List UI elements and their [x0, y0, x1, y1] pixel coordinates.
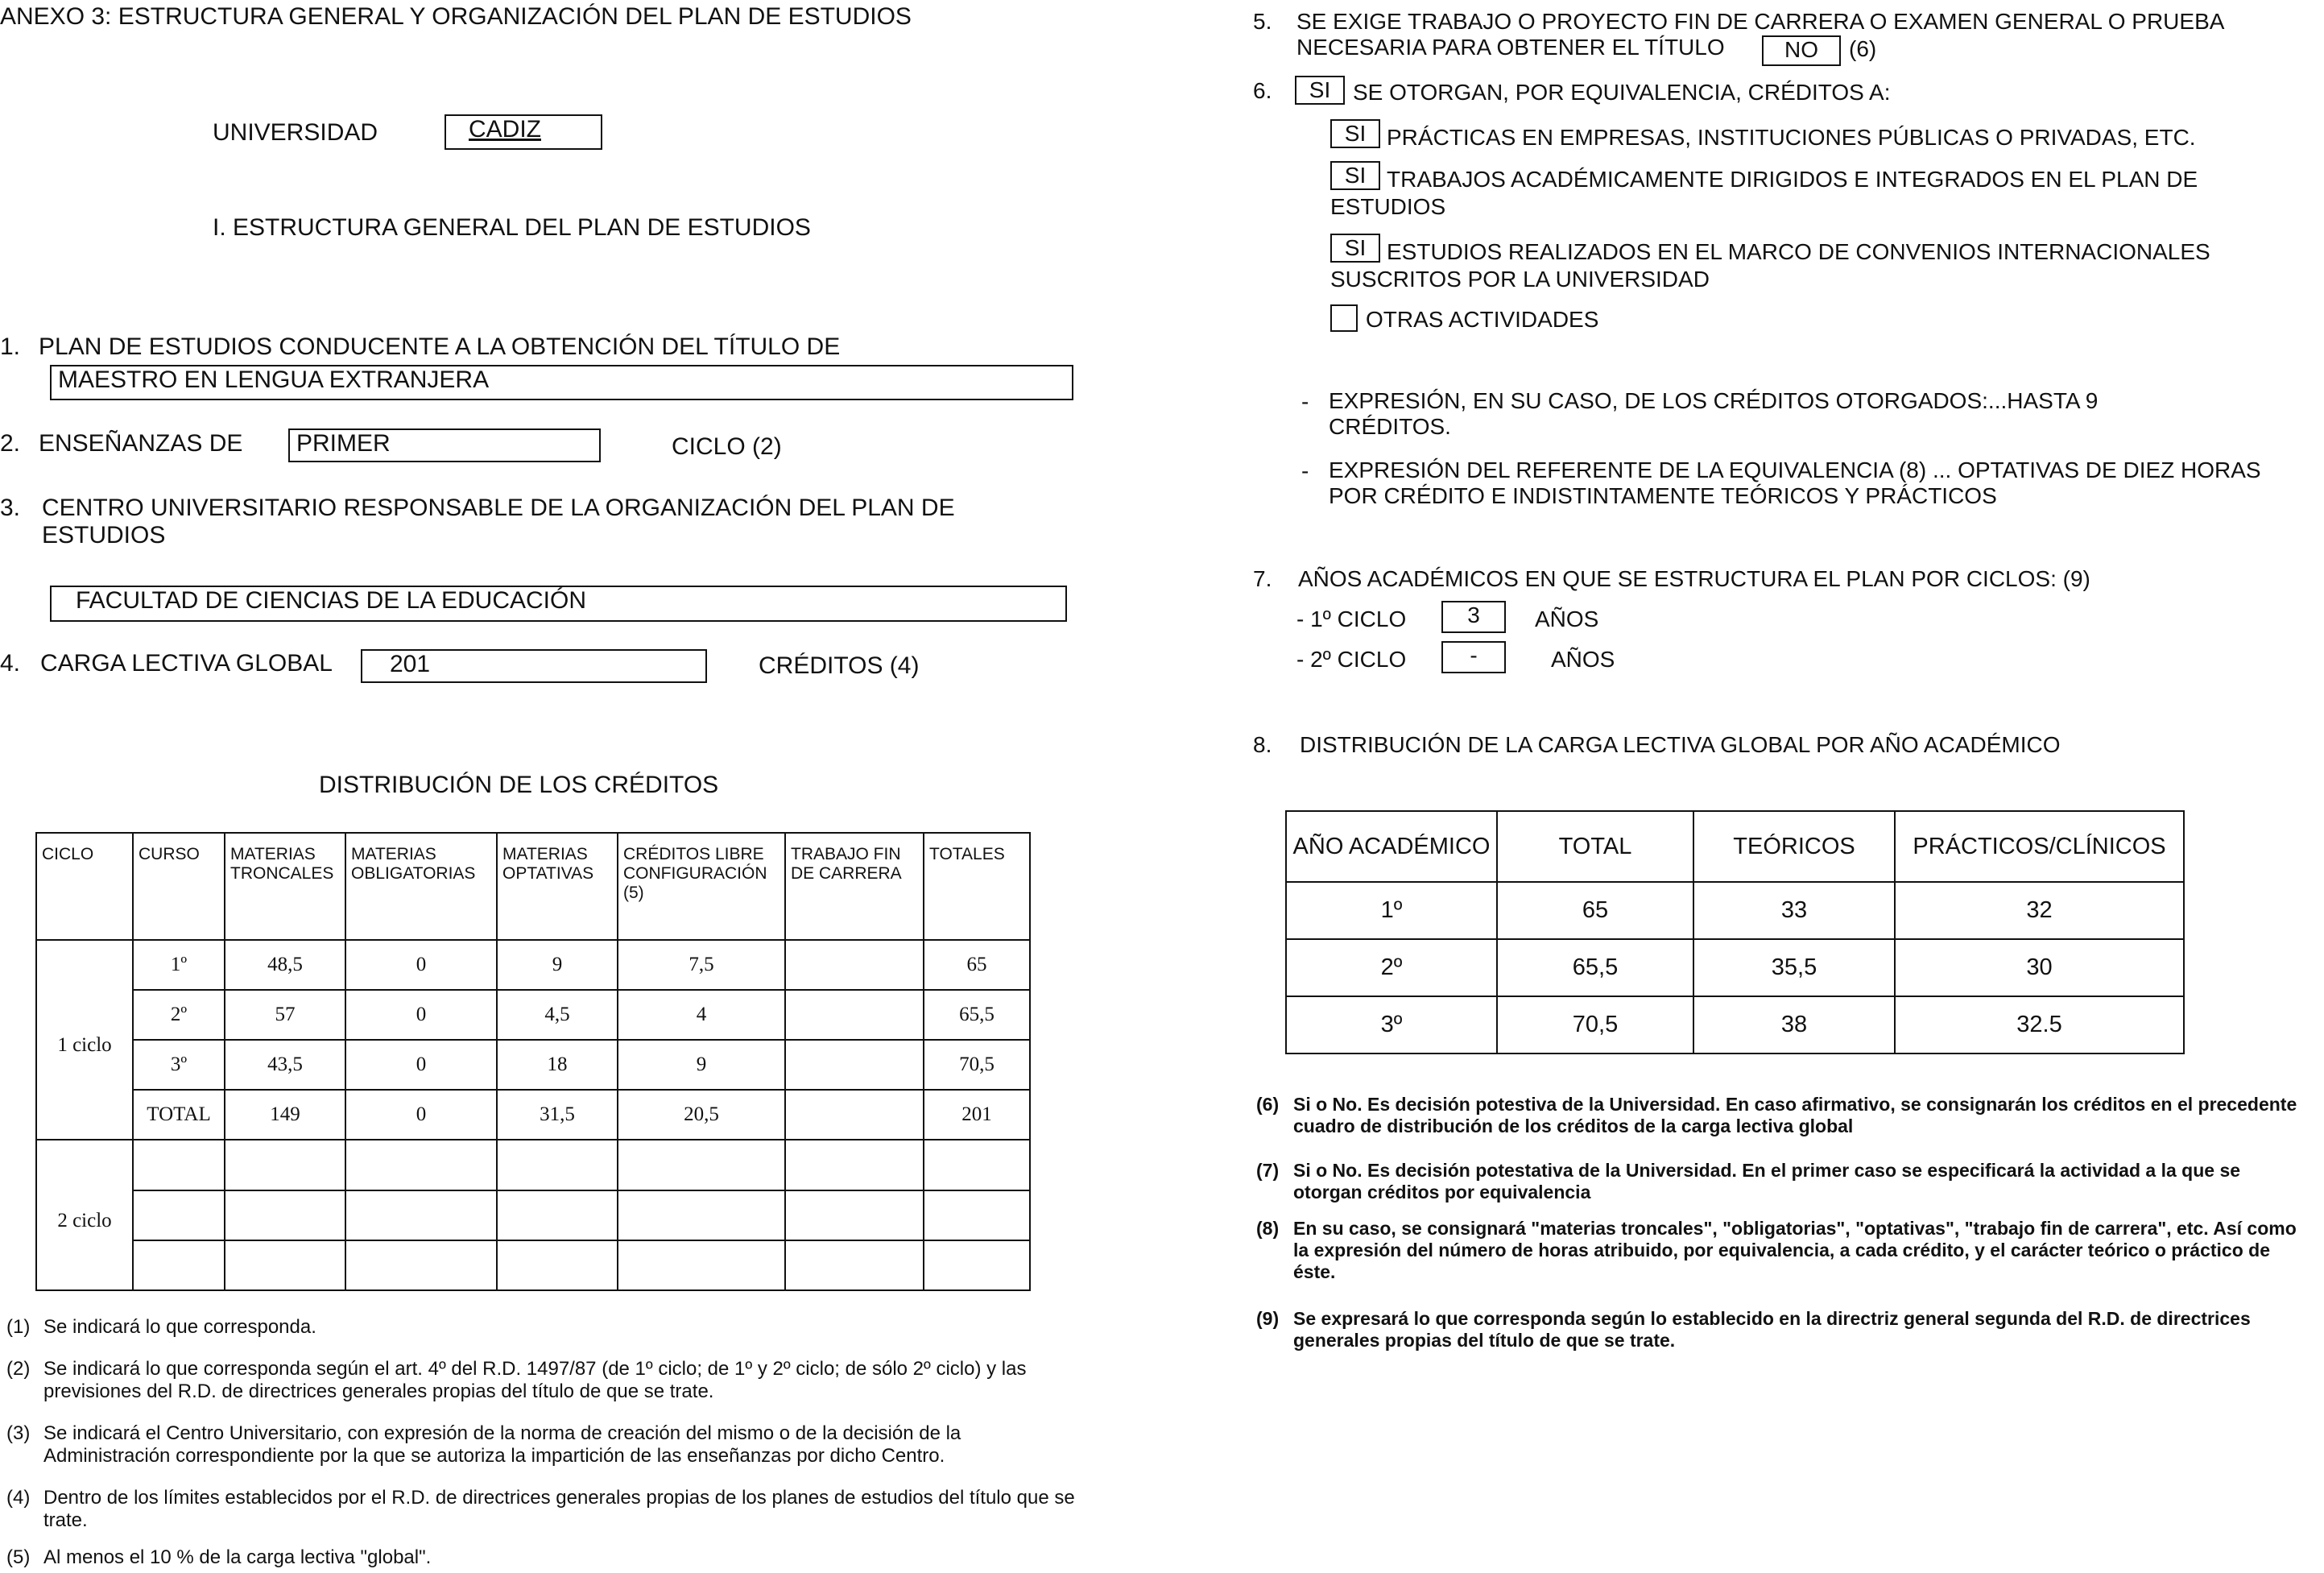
item5-line2: NECESARIA PARA OBTENER EL TÍTULO: [1296, 35, 1725, 60]
table-cell: [225, 1240, 345, 1290]
table-cell: 9: [618, 1040, 785, 1090]
table-cell: [924, 1240, 1030, 1290]
expr-creditos: EXPRESIÓN, EN SU CASO, DE LOS CRÉDITOS OTORGADOS:...HASTA 9 CRÉDITOS.: [1329, 388, 2099, 439]
footnote-number: (4): [6, 1487, 31, 1509]
estudios-text: ESTUDIOS REALIZADOS EN EL MARCO DE CONVENIOS INTERNACIONALES SUSCRITOS POR LA UNIVERSIDAD: [1330, 239, 2210, 292]
table-cell: [225, 1140, 345, 1190]
footnote-text: Se indicará el Centro Universitario, con expresión de la norma de creación del mismo o de la decisión de la Administración correspondiente por la que se autoriza la impartición de las enseñanzas por dicho Centro.: [43, 1422, 961, 1467]
item3-text: CENTRO UNIVERSITARIO RESPONSABLE DE LA ORGANIZACIÓN DEL PLAN DE ESTUDIOS: [42, 495, 955, 548]
item6-number: 6.: [1253, 78, 1272, 103]
table-cell: 201: [924, 1090, 1030, 1140]
table-row: [36, 1040, 1030, 1090]
years-table: [1285, 810, 2185, 1054]
footnote-text: Si o No. Es decisión potestiva de la Universidad. En caso afirmativo, se consignarán los créditos en el precedente cuadro de distribución de los créditos de la carga lectiva global: [1293, 1094, 2297, 1136]
item1-text: PLAN DE ESTUDIOS CONDUCENTE A LA OBTENCIÓN DEL TÍTULO DE: [39, 333, 841, 360]
table-cell: 65: [924, 940, 1030, 990]
practicas-text: PRÁCTICAS EN EMPRESAS, INSTITUCIONES PÚBLICAS O PRIVADAS, ETC.: [1387, 125, 2196, 150]
credits-table: [35, 832, 1031, 1291]
table-row: [36, 1240, 1030, 1290]
table-row: [1286, 996, 2184, 1053]
footnote-text: Si o No. Es decisión potestativa de la Universidad. En el primer caso se especificará la actividad a la que se otorgan créditos por equivalencia: [1293, 1160, 2241, 1203]
item5-number: 5.: [1253, 9, 1272, 34]
table-cell: 30: [1895, 939, 2184, 996]
table-cell: 2º: [133, 990, 225, 1040]
footnote-number: (2): [6, 1358, 31, 1380]
table-cell: [785, 1140, 924, 1190]
footnote-text: Al menos el 10 % de la carga lectiva "global".: [43, 1546, 432, 1568]
table-cell: [618, 1240, 785, 1290]
table-row-total: [36, 1090, 1030, 1140]
table-cell: [497, 1240, 618, 1290]
table-cell: [785, 990, 924, 1040]
item4-suffix: CRÉDITOS (4): [759, 652, 920, 679]
item5-ref: (6): [1849, 36, 1877, 61]
item7-text: AÑOS ACADÉMICOS EN QUE SE ESTRUCTURA EL PLAN POR CICLOS: (9): [1298, 566, 2090, 591]
table-cell: 149: [225, 1090, 345, 1140]
table-row: [1286, 882, 2184, 939]
table-cell: [345, 1140, 497, 1190]
table-cell: 35,5: [1693, 939, 1895, 996]
table-cell: 1º: [1286, 882, 1497, 939]
item8-number: 8.: [1253, 732, 1272, 757]
table-cell: 2º: [1286, 939, 1497, 996]
universidad-field: CADIZ: [445, 114, 602, 150]
table-row: [36, 1190, 1030, 1240]
left-column: [0, 0, 1127, 1573]
ciclo2-field: -: [1441, 641, 1506, 673]
item2-suffix: CICLO (2): [672, 433, 782, 460]
footnote-4: [6, 1487, 1077, 1532]
table-cell: 70,5: [1497, 996, 1693, 1053]
table-cell: 0: [345, 940, 497, 990]
table-cell: 4: [618, 990, 785, 1040]
table-cell: 31,5: [497, 1090, 618, 1140]
footnote-7: [1256, 1160, 2303, 1203]
item4-number: 4.: [0, 650, 21, 677]
table-row: [36, 1140, 1030, 1190]
table-cell: 65: [1497, 882, 1693, 939]
table-cell: 7,5: [618, 940, 785, 990]
table-cell: 0: [345, 1040, 497, 1090]
footnote-text: Se expresará lo que corresponda según lo establecido en la directriz general segunda del R.D. de directrices generales propias del título de que se trate.: [1293, 1308, 2251, 1351]
col-header-ano: AÑO ACADÉMICO: [1286, 811, 1497, 882]
item7-number: 7.: [1253, 566, 1272, 591]
table-cell: [924, 1140, 1030, 1190]
table-cell: 0: [345, 1090, 497, 1140]
footnote-number: (3): [6, 1422, 31, 1444]
practicas-field: SI: [1330, 119, 1380, 148]
item6-field: SI: [1295, 76, 1345, 105]
table-cell: [345, 1240, 497, 1290]
table-cell: [785, 940, 924, 990]
table-cell: 48,5: [225, 940, 345, 990]
table-cell: [225, 1190, 345, 1240]
item8-text: DISTRIBUCIÓN DE LA CARGA LECTIVA GLOBAL POR AÑO ACADÉMICO: [1300, 732, 2061, 757]
table-cell: [133, 1240, 225, 1290]
table-cell: [345, 1190, 497, 1240]
table-cell: 3º: [1286, 996, 1497, 1053]
item5-field: NO: [1762, 35, 1841, 66]
col-header-practicos: PRÁCTICOS/CLÍNICOS: [1895, 811, 2184, 882]
col-header-libre-config: CRÉDITOS LIBRE CONFIGURACIÓN (5): [618, 833, 785, 940]
col-header-obligatorias: MATERIAS OBLIGATORIAS: [345, 833, 497, 940]
table-cell: 38: [1693, 996, 1895, 1053]
annex-title: ANEXO 3: ESTRUCTURA GENERAL Y ORGANIZACIÓN DEL PLAN DE ESTUDIOS: [0, 3, 912, 30]
ciclo1-label: - 1º CICLO: [1296, 606, 1407, 631]
table-cell: [133, 1140, 225, 1190]
expr-referente: EXPRESIÓN DEL REFERENTE DE LA EQUIVALENCIA (8) ... OPTATIVAS DE DIEZ HORAS POR CRÉDITO E INDISTINTAMENTE TEÓRICOS Y PRÁCTICOS: [1329, 457, 2261, 508]
footnote-number: (7): [1256, 1160, 1280, 1181]
titulo-field: MAESTRO EN LENGUA EXTRANJERA: [50, 365, 1073, 400]
item6-text: SE OTORGAN, POR EQUIVALENCIA, CRÉDITOS A:: [1353, 80, 1891, 105]
footnote-number: (8): [1256, 1218, 1280, 1239]
ciclo1-field: 3: [1441, 601, 1506, 633]
table-cell: 32: [1895, 882, 2184, 939]
footnote-6: [1256, 1094, 2303, 1137]
ciclo1-anos: AÑOS: [1535, 606, 1599, 631]
table-cell: 65,5: [924, 990, 1030, 1040]
ensenanzas-field: PRIMER: [288, 428, 601, 462]
col-header-ciclo: CICLO: [36, 833, 133, 940]
table-cell: [618, 1140, 785, 1190]
table-cell: 4,5: [497, 990, 618, 1040]
footnote-text: En su caso, se consignará "materias troncales", "obligatorias", "optativas", "trabajo fin de carrera", etc. Así como la expresión del número de horas atribuido, por equivalencia, a cada crédito, y el carácter teórico o práctico de éste.: [1293, 1218, 2297, 1282]
dash-bullet: -: [1301, 458, 1309, 483]
item2-number: 2.: [0, 430, 21, 457]
credits-header-row: [36, 833, 1030, 940]
footnote-5: [6, 1546, 1077, 1569]
section-title: I. ESTRUCTURA GENERAL DEL PLAN DE ESTUDIOS: [213, 214, 811, 241]
trabajos-text: TRABAJOS ACADÉMICAMENTE DIRIGIDOS E INTEGRADOS EN EL PLAN DE ESTUDIOS: [1330, 167, 2198, 219]
col-header-curso: CURSO: [133, 833, 225, 940]
universidad-label: UNIVERSIDAD: [213, 119, 378, 146]
dist-title: DISTRIBUCIÓN DE LOS CRÉDITOS: [319, 772, 719, 798]
right-column: [1240, 0, 2324, 1573]
table-cell: 0: [345, 990, 497, 1040]
col-header-optativas: MATERIAS OPTATIVAS: [497, 833, 618, 940]
table-cell: 32.5: [1895, 996, 2184, 1053]
item5-line1: SE EXIGE TRABAJO O PROYECTO FIN DE CARRERA O EXAMEN GENERAL O PRUEBA: [1296, 9, 2225, 34]
footnote-8: [1256, 1218, 2303, 1283]
table-cell: [785, 1090, 924, 1140]
table-cell: 3º: [133, 1040, 225, 1090]
footnote-text: Se indicará lo que corresponda según el art. 4º del R.D. 1497/87 (de 1º ciclo; de 1º y 2º ciclo; de sólo 2º ciclo) y las previsiones del R.D. de directrices generales propias del título de que se trate.: [43, 1358, 1027, 1402]
footnote-text: Se indicará lo que corresponda.: [43, 1316, 316, 1338]
estudios-field: SI: [1330, 234, 1380, 263]
dash-bullet: -: [1301, 389, 1309, 414]
table-cell: 9: [497, 940, 618, 990]
footnote-1: [6, 1316, 1077, 1339]
item2-label: ENSEÑANZAS DE: [39, 430, 243, 457]
table-cell: 18: [497, 1040, 618, 1090]
ciclo2-label: - 2º CICLO: [1296, 647, 1407, 672]
table-cell: 70,5: [924, 1040, 1030, 1090]
trabajos-field: SI: [1330, 161, 1380, 190]
otras-text: OTRAS ACTIVIDADES: [1366, 307, 1599, 332]
footnote-number: (5): [6, 1546, 31, 1568]
table-cell: 43,5: [225, 1040, 345, 1090]
table-cell: 1º: [133, 940, 225, 990]
table-cell: 57: [225, 990, 345, 1040]
table-cell: [785, 1190, 924, 1240]
footnote-number: (9): [1256, 1308, 1280, 1329]
table-cell: [497, 1140, 618, 1190]
col-header-trabajo-fin: TRABAJO FIN DE CARRERA: [785, 833, 924, 940]
col-header-totales: TOTALES: [924, 833, 1030, 940]
table-row: [36, 990, 1030, 1040]
table-cell: [133, 1190, 225, 1240]
footnote-9: [1256, 1308, 2303, 1352]
carga-field: 201: [361, 649, 707, 683]
footnote-2: [6, 1358, 1077, 1403]
item3-number: 3.: [0, 495, 21, 521]
table-cell: [924, 1190, 1030, 1240]
years-header-row: [1286, 811, 2184, 882]
table-cell: 20,5: [618, 1090, 785, 1140]
centro-field: FACULTAD DE CIENCIAS DE LA EDUCACIÓN: [50, 586, 1067, 622]
col-header-teoricos: TEÓRICOS: [1693, 811, 1895, 882]
footnote-number: (1): [6, 1316, 31, 1338]
item4-label: CARGA LECTIVA GLOBAL: [40, 650, 333, 677]
col-header-troncales: MATERIAS TRONCALES: [225, 833, 345, 940]
table-row: [1286, 939, 2184, 996]
table-cell: 65,5: [1497, 939, 1693, 996]
ciclo-2-cell: 2 ciclo: [36, 1140, 133, 1290]
table-cell: [497, 1190, 618, 1240]
table-cell: 33: [1693, 882, 1895, 939]
ciclo-1-cell: 1 ciclo: [36, 940, 133, 1140]
table-row: [36, 940, 1030, 990]
table-cell: TOTAL: [133, 1090, 225, 1140]
footnote-number: (6): [1256, 1094, 1280, 1115]
footnote-text: Dentro de los límites establecidos por el R.D. de directrices generales propias de los planes de estudios del título que se trate.: [43, 1487, 1075, 1531]
item1-number: 1.: [0, 333, 21, 360]
table-cell: [618, 1190, 785, 1240]
otras-checkbox: [1330, 304, 1358, 332]
table-cell: [785, 1040, 924, 1090]
ciclo2-anos: AÑOS: [1551, 647, 1615, 672]
footnote-3: [6, 1422, 1077, 1467]
table-cell: [785, 1240, 924, 1290]
col-header-total: TOTAL: [1497, 811, 1693, 882]
